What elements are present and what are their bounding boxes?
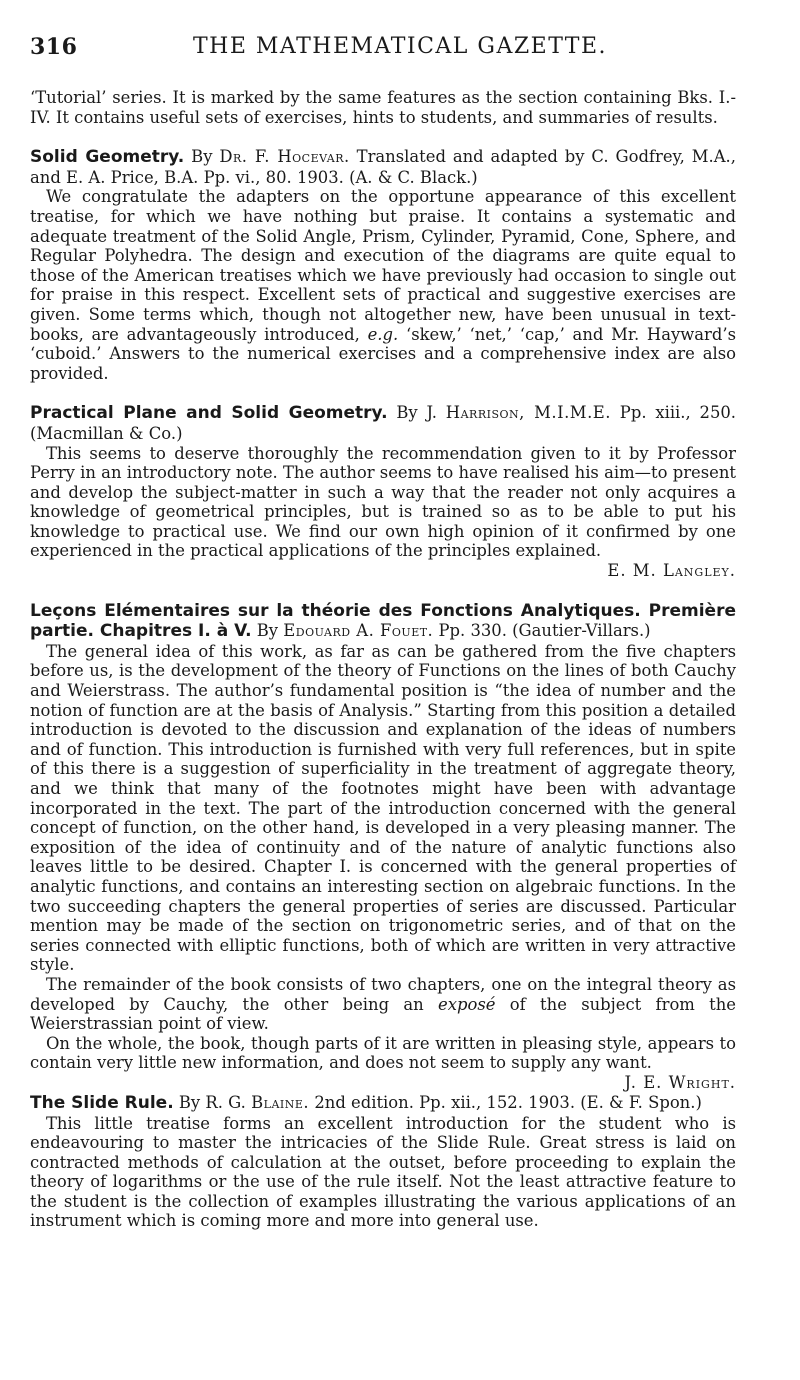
by-label: By J. [396,403,437,423]
book-details: Translated and adapted by C. Godfrey, M.A., and E. A. Price, B.A. Pp. vi., 80. 1903. (A. & C. Black.) [30,147,736,187]
review-paragraph-2 [30,975,736,1034]
page-number: 316 [30,34,78,60]
expose-word: exposé [438,994,496,1014]
review-heading [30,147,736,187]
book-title: Leçons Elémentaires sur la théorie des Fonctions Analytiques. Première partie. Chapitres I. à V. [30,600,736,642]
review-heading [30,601,736,642]
intro-paragraph: ‘Tutorial’ series. It is marked by the same features as the section containing Bks. I.-IV. It contains useful sets of exercises, hints to students, and summaries of results. [30,88,736,127]
review-body-end: ‘skew,’ ‘net,’ ‘cap,’ and Mr. Hayward’s ‘cuboid.’ Answers to the numerical exercises and a comprehensive index are also provided. [30,324,736,383]
book-author: Blaine. [251,1092,310,1112]
book-details: Pp. 330. (Gautier-Villars.) [438,621,651,641]
eg-abbrev: e.g. [367,324,399,344]
review-solid-geometry [30,147,736,383]
book-author: Edouard A. Fouet. [283,621,434,641]
book-title: Practical Plane and Solid Geometry. [30,403,388,424]
reviewer-signature: E. M. Langley. [607,561,736,581]
book-title: Solid Geometry. [30,147,185,168]
review-slide-rule [30,1093,736,1231]
book-details: Pp. xiii., 250. (Macmillan & Co.) [30,403,737,443]
by-label: By [256,621,279,641]
reviewer-signature: J. E. Wright. [624,1072,736,1092]
running-title: THE MATHEMATICAL GAZETTE. [192,34,608,59]
page-content [30,88,736,1231]
review-heading [30,1093,736,1114]
book-title: The Slide Rule. [30,1092,174,1113]
review-fonctions-analytiques [30,600,737,1092]
book-author: Dr. F. Hocevar. [219,147,350,167]
review-practical-geometry [30,403,736,580]
review-body [30,187,736,383]
review-heading [30,403,736,443]
review-body: This seems to deserve thoroughly the recommendation given to it by Professor Perry in an introductory note. The author seems to have realised his aim—to present and develop the subject-matter in such a way that the reader not only acquires a knowledge of geometrical principles, but is trained so as to be able to put his knowledge to practical use. We find our own high opinion of it confirmed by one experienced in the practical applications of the principles explained. [30,443,736,561]
p2-start: The remainder of the book consists of two chapters, one on the integral theory as developed by Cauchy, the other being an [30,974,736,1014]
review-paragraph-3 [30,1033,736,1092]
book-details: 2nd edition. Pp. xii., 152. 1903. (E. & F. Spon.) [314,1092,702,1112]
review-body-text: We congratulate the adapters on the opportune appearance of this excellent treatise, for which we have nothing but praise. It contains a systematic and adequate treatment of the Solid Angle, Prism, Cylinder, Pyramid, Cone, Sphere, and Regular Polyhedra. The design and execution of the diagrams are quite equal to those of the American treatises which we have previously had occasion to single out for praise in this respect. Excellent sets of practical and suggestive exercises are given. Some terms which, though not altogether new, have been unusual in text-books, are advantageously introduced, [30,187,736,344]
book-author: Harrison, M.I.M.E. [445,403,611,423]
p2-end: of the subject from the Weierstrassian point of view. [30,994,737,1034]
by-label: By R. G. [178,1092,246,1112]
p3-text: On the whole, the book, though parts of it are written in pleasing style, appears to contain very little new information, and does not seem to supply any want. [30,1033,736,1073]
by-label: By [191,147,213,167]
review-paragraph-1: The general idea of this work, as far as can be gathered from the five chapters before us, is the development of the theory of Functions on the lines of both Cauchy and Weierstrass. The author’s fundamental position is “the idea of number and the notion of function are at the basis of Analysis.” Starting from this position a detailed introduction is devoted to the discussion and explanation of the ideas of numbers and of function. This introduction is furnished with very full references, but in spite of this there is a suggestion of superficiality in the treatment of aggregate theory, and we think that many of the footnotes might have been with advantage incorporated in the text. The part of the introduction concerned with the general concept of function, on the other hand, is developed in a very pleasing manner. The exposition of the idea of continuity and of the nature of analytic functions also leaves little to be desired. Chapter I. is concerned with the general properties of analytic functions, and contains an interesting section on algebraic functions. In the two succeeding chapters the general properties of series are discussed. Particular mention may be made of the section on trigonometric series, and of that on the series connected with elliptic functions, both of which are written in very attractive style. [30,641,736,975]
review-body: This little treatise forms an excellent introduction for the student who is endeavouring to master the intricacies of the Slide Rule. Great stress is laid on contracted methods of calculation at the outset, before proceeding to explain the theory of logarithms or the use of the rule itself. Not the least attractive feature to the student is the collection of examples illustrating the various applications of an instrument which is coming more and more into general use. [30,1113,736,1231]
page-header [30,34,770,64]
